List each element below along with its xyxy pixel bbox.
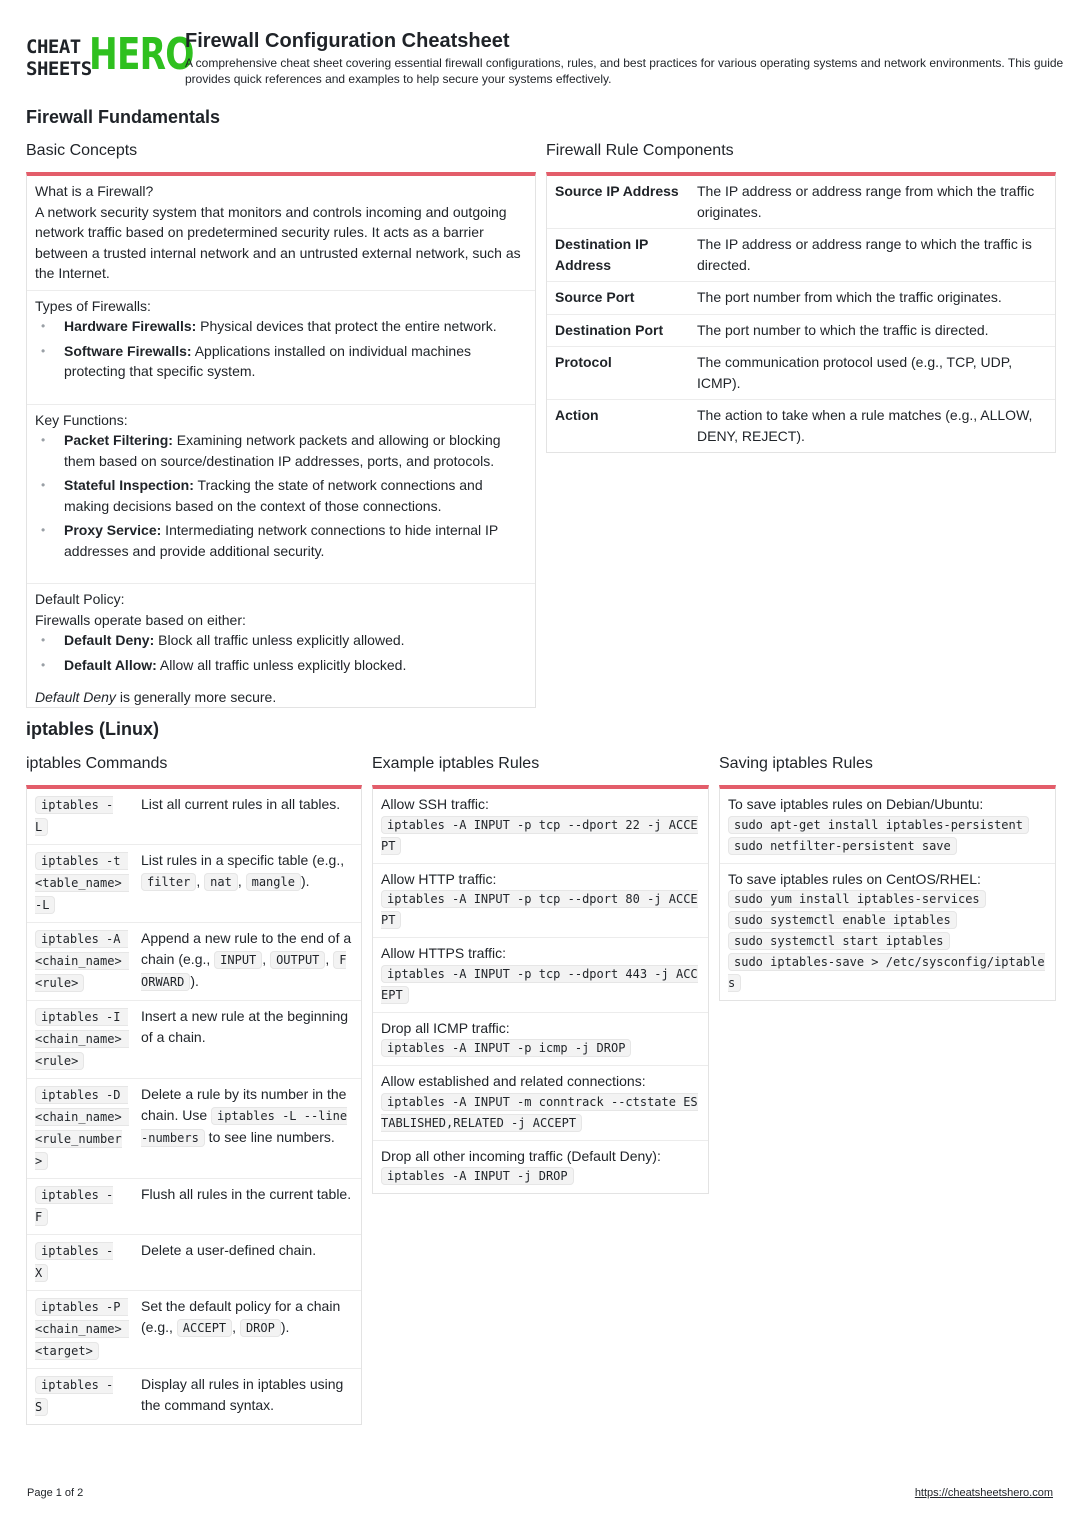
section-title-fundamentals: Firewall Fundamentals [26, 107, 221, 127]
footer-link[interactable]: https://cheatsheetshero.com [914, 1487, 1053, 1499]
table-row [27, 1369, 361, 1425]
command-code: iptables -A INPUT -p icmp -j DROP [381, 1039, 631, 1057]
component-desc: The communication protocol used (e.g., TCP, UDP, ICMP). [689, 347, 1055, 400]
desc-text: Insert a new rule at the beginning of a chain. [141, 1008, 349, 1045]
command-code: sudo apt-get install iptables-persistent [728, 816, 1029, 834]
inline-code: iptables -L --line-numbers [141, 1108, 348, 1145]
inline-code: FORWARD [141, 952, 347, 989]
table-row [27, 1291, 361, 1369]
command-code: sudo yum install iptables-services [728, 890, 986, 908]
list-item: • Packet Filtering: Examining network packets and allowing or blocking them based on source/destination IP addresses, ports, and protocols. [35, 430, 527, 471]
example-label: Allow established and related connections: [381, 1073, 646, 1089]
saving-label: To save iptables rules on Debian/Ubuntu: [728, 796, 984, 812]
policy-list [35, 630, 527, 675]
command-desc [133, 1001, 361, 1079]
command-desc [133, 1369, 361, 1425]
command-code: iptables -A INPUT -p tcp --dport 443 -j ACCEPT [381, 966, 698, 1002]
list-item: • Hardware Firewalls: Physical devices that protect the entire network. [35, 316, 527, 337]
policy-heading: Default Policy: [35, 591, 125, 607]
functions-row [27, 405, 535, 585]
command-code: iptables -A INPUT -m conntrack --ctstate ESTABLISHED,RELATED -j ACCEPT [381, 1094, 698, 1130]
table-row [547, 282, 1055, 315]
command-code: sudo iptables-save > /etc/sysconfig/iptables [728, 955, 1045, 990]
command-code: iptables -A INPUT -p tcp --dport 22 -j ACCEPT [381, 817, 698, 853]
what-text: A network security system that monitors and controls incoming and outgoing network traffic based on predetermined security rules. It acts as a barrier between a trusted internal network and an untrusted external network, such as the Internet. [35, 203, 521, 281]
component-desc: The port number from which the traffic originates. [689, 282, 1055, 315]
desc-text: ). [300, 872, 310, 889]
command-desc: List rules in a specific table (e.g., filter , nat , mangle ). [133, 845, 361, 923]
saving-command [728, 952, 1047, 994]
logo-text-sheets: SHEETS [26, 58, 92, 80]
table-row [27, 1235, 361, 1291]
inline-code: nat [204, 873, 238, 891]
desc-text: to see line numbers. [204, 1128, 335, 1145]
command-cell [27, 845, 133, 923]
desc-text: ). [280, 1318, 290, 1335]
command-cell [27, 1001, 133, 1079]
card-rule-components [546, 172, 1056, 453]
example-label: Allow SSH traffic: [381, 796, 489, 812]
example-rule-row [373, 1066, 708, 1141]
card-title-iptables-commands: iptables Commands [26, 755, 168, 772]
command-cell [27, 1235, 133, 1291]
card-basic-concepts [26, 172, 536, 708]
command-code: iptables -D <chain_name> <rule_number> [35, 1088, 129, 1168]
command-code: iptables -t <table_name> -L [35, 854, 129, 912]
inline-code: INPUT [214, 951, 262, 969]
command-desc [133, 789, 361, 845]
component-desc: The action to take when a rule matches (e.g., ALLOW, DENY, REJECT). [697, 407, 1033, 444]
inline-code: mangle [246, 873, 301, 891]
what-heading: What is a Firewall? [35, 183, 154, 199]
saving-command [728, 889, 1047, 910]
command-code: iptables -F [35, 1188, 114, 1224]
policy-note: Default Deny is generally more secure. [35, 689, 277, 705]
saving-block [720, 789, 1055, 864]
example-command [381, 889, 700, 931]
component-term: Action [555, 407, 599, 423]
example-rule-row [373, 864, 708, 939]
saving-label: To save iptables rules on CentOS/RHEL: [728, 870, 981, 887]
card-example-rules [372, 785, 709, 1194]
saving-command [728, 931, 1047, 952]
command-code: iptables -A INPUT -j DROP [381, 1167, 574, 1185]
example-rule-row [373, 1141, 708, 1194]
example-label: Drop all ICMP traffic: [381, 1019, 510, 1036]
command-code: iptables -A INPUT -p tcp --dport 80 -j ACCEPT [381, 892, 698, 927]
example-command [381, 1038, 700, 1059]
table-row [547, 347, 1055, 400]
inline-code: DROP [240, 1319, 281, 1337]
component-term: Source IP Address [547, 176, 689, 229]
page-header [26, 29, 1064, 90]
table-row [547, 176, 1055, 229]
component-desc: The IP address or address range from which the traffic originates. [689, 176, 1055, 229]
saving-block [720, 864, 1055, 1001]
desc-text: Display all rules in iptables using the command syntax. [141, 1376, 344, 1413]
saving-command [728, 910, 1047, 931]
example-command [381, 1166, 700, 1187]
command-code: sudo systemctl start iptables [728, 932, 950, 950]
list-item: • Stateful Inspection: Tracking the state of network connections and making decisions based on the context of those connections. [35, 475, 527, 516]
command-cell [27, 1079, 133, 1179]
command-desc: Set the default policy for a chain (e.g., ACCEPT , DROP ). [133, 1291, 361, 1369]
example-rule-row [373, 1013, 708, 1067]
cheatsheetshero-logo[interactable] [26, 29, 194, 80]
table-row [547, 314, 1055, 347]
table-row [27, 1079, 361, 1179]
command-code: sudo systemctl enable iptables [728, 911, 957, 929]
inline-code: ACCEPT [177, 1319, 232, 1337]
table-row [547, 229, 1055, 282]
list-item: • Default Deny: Block all traffic unless explicitly allowed. [35, 630, 527, 651]
table-row [27, 789, 361, 845]
desc-text: Delete a user-defined chain. [141, 1242, 317, 1258]
example-label: Allow HTTPS traffic: [381, 945, 506, 961]
logo-text-hero: HERO [89, 29, 194, 80]
card-title-example-rules: Example iptables Rules [372, 755, 540, 772]
inline-code: filter [141, 873, 196, 891]
example-label: Drop all other incoming traffic (Default Deny): [381, 1147, 661, 1164]
page-subtitle: A comprehensive cheat sheet covering essential firewall configurations, rules, and best practices for various operating systems and network environments. This guide provides quick references and examples to help secure your systems effectively. [185, 56, 1064, 86]
example-command [381, 815, 700, 857]
saving-command [728, 836, 1047, 857]
component-term: Protocol [547, 347, 689, 400]
policy-row [27, 584, 535, 714]
command-code: iptables -X [35, 1244, 114, 1280]
desc-text: List all current rules in all tables. [141, 796, 341, 812]
types-heading: Types of Firewalls: [35, 297, 151, 314]
functions-list [35, 430, 527, 561]
logo-text-cheat: CHEAT [26, 36, 81, 58]
rule-components-table [547, 176, 1055, 452]
command-code: iptables -I <chain_name> <rule> [35, 1010, 129, 1068]
table-row [547, 400, 1055, 453]
desc-text: Append a new rule to the end of a chain (e.g., [141, 930, 352, 967]
card-title-basic-concepts: Basic Concepts [26, 142, 138, 159]
command-code: iptables -A <chain_name> <rule> [35, 932, 129, 990]
command-cell [27, 1179, 133, 1235]
component-desc: The IP address or address range to which the traffic is directed. [689, 229, 1055, 282]
example-command [381, 964, 700, 1006]
command-desc [133, 1179, 361, 1235]
command-code: iptables -S [35, 1378, 114, 1414]
inline-code: OUTPUT [270, 951, 325, 969]
desc-text: Delete a rule by its number in the chain. Use [141, 1086, 347, 1123]
example-command [381, 1092, 700, 1134]
command-desc [133, 1079, 361, 1179]
command-cell [27, 789, 133, 845]
functions-heading: Key Functions: [35, 411, 128, 428]
list-item: • Default Allow: Allow all traffic unless explicitly blocked. [35, 655, 527, 676]
table-row [27, 1179, 361, 1235]
page-number: Page 1 of 2 [27, 1487, 84, 1499]
card-title-rule-components: Firewall Rule Components [546, 142, 734, 159]
example-rule-row [373, 789, 708, 864]
component-term: Destination Port [547, 314, 689, 347]
command-cell [27, 1369, 133, 1425]
desc-text: List rules in a specific table (e.g., [141, 852, 345, 868]
command-desc: Append a new rule to the end of a chain (e.g., INPUT , OUTPUT , FORWARD ). [133, 923, 361, 1001]
card-title-saving-rules: Saving iptables Rules [719, 755, 873, 772]
card-iptables-commands [26, 785, 362, 1425]
command-code: iptables -P <chain_name> <target> [35, 1300, 129, 1358]
desc-text: ). [190, 972, 199, 989]
component-term: Source Port [547, 282, 689, 315]
example-rule-row [373, 938, 708, 1013]
list-item: • Proxy Service: Intermediating network connections to hide internal IP addresses and provide additional security. [35, 520, 527, 561]
section-title-iptables: iptables (Linux) [26, 719, 160, 739]
list-item: • Software Firewalls: Applications installed on individual machines protecting that specific system. [35, 341, 527, 382]
what-is-firewall-row [27, 176, 535, 291]
types-list [35, 316, 527, 382]
desc-text: Set the default policy for a chain (e.g., [141, 1298, 341, 1335]
command-code: sudo netfilter-persistent save [728, 837, 957, 855]
table-row [27, 1001, 361, 1079]
command-desc [133, 1235, 361, 1291]
table-row [27, 845, 361, 923]
command-code: iptables -L [35, 798, 114, 834]
example-label: Allow HTTP traffic: [381, 870, 497, 887]
policy-intro: Firewalls operate based on either: [35, 611, 246, 628]
types-row [27, 291, 535, 405]
component-desc: The port number to which the traffic is directed. [689, 314, 1055, 347]
page-title: Firewall Configuration Cheatsheet [185, 30, 510, 52]
saving-command [728, 815, 1047, 836]
component-term: Destination IP Address [547, 229, 689, 282]
iptables-commands-table [27, 789, 361, 1424]
command-cell [27, 923, 133, 1001]
card-saving-rules [719, 785, 1056, 1001]
desc-text: Flush all rules in the current table. [141, 1186, 352, 1202]
command-cell [27, 1291, 133, 1369]
table-row [27, 923, 361, 1001]
